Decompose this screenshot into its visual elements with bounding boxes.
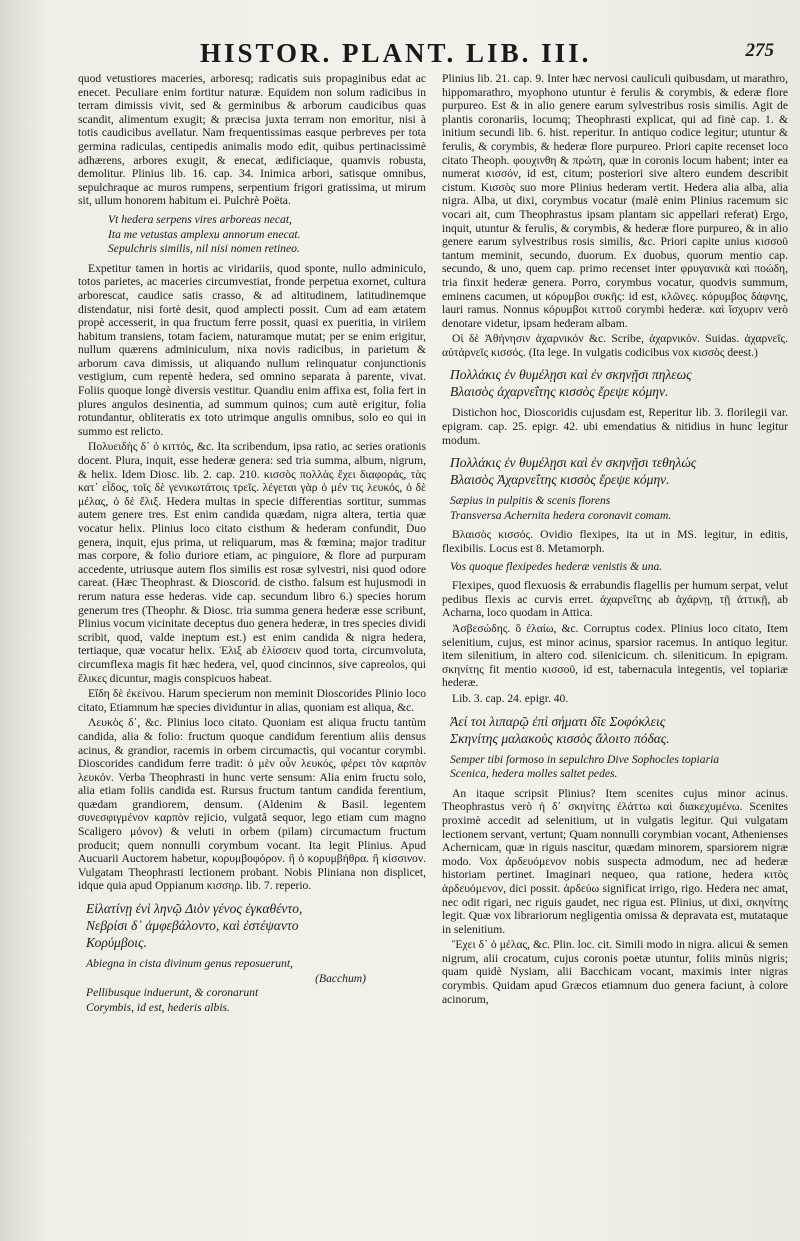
poem-quote <box>108 213 426 256</box>
greek-verse <box>450 366 788 400</box>
page-number: 275 <box>745 40 774 61</box>
verse-line: Vos quoque flexipedes hederæ venistis & una. <box>450 559 663 573</box>
paragraph: Ἀσβεσώδης. ὃ ἐλαίω, &c. Corruptus codex. Plinius loco citato, Item selenitium, cujus, est minor acinus, sparsior racemus. In antiquo legitur. item silenitium, in altero cod. silenicicum. ch. sileniticum. In epigram. σκηνίτης fit mentio κισσοῦ, id est, tabernacula integentis, vel topiariæ hederæ. <box>442 622 788 690</box>
verse-line: Semper tibi formoso in sepulchro Dive Sophocles topiaria <box>450 752 720 766</box>
verse-line: Ἀεί τοι λιπαρῷ ἐπὶ σήματι δῖε Σοφόκλεις <box>450 713 666 729</box>
latin-verse <box>450 753 788 781</box>
paragraph: Expetitur tamen in hortis ac viridariis, quod sponte, nullo adminiculo, totos parietes, ac maceries circumvestiat, fronde perpetua exornet, cultura arborescat, caudice satis crasso, & ad altitudinem, latitudinemque distendatur, nisi fortè desit, quod amplecti possit. Cum ad eam ætatem propè accesserit, in qua fructum ferre possit, quasi ex pueritia, in virilem habitum transiens, totam faciem, naturamque mutat; per se enim erigitur, nullum quærens adminiculum, nixa novis radicibus, in parietum & arborum cava dimissis, ut aliquando nullum relinquatur conjunctionis vestigium, cum repentè hedera, sed omnino separata à parente, vivat. Foliis quoque longè diversis vestitur. Quandiu enim affixa est, folia fert in plures angulos desinentia, ad summum quinos; cum autè erigitur, folia rotundantur, obliteratis ex toto utrimque angulis omnibus, solo eo qui in summo est relicto. <box>78 261 426 438</box>
paragraph: Flexipes, quod flexuosis & errabundis flagellis per humum serpat, velut pedibus flexis ac curvis erret. ἀχαρνεΐτης ab ἀχάρνῃ, τῇ ἀττικῇ, ab Acharna, loco quodam in Attica. <box>442 579 788 620</box>
running-head: HISTOR. PLANT. LIB. III. <box>200 38 592 68</box>
verse-line: Κορύμβοις. <box>86 935 147 951</box>
verse-line: Transversa Achernita hedera coronavit comam. <box>450 508 672 522</box>
right-column <box>442 72 788 1232</box>
verse-line: (Bacchum) <box>315 971 366 985</box>
paragraph: Lib. 3. cap. 24. epigr. 40. <box>452 691 569 705</box>
verse-line: Corymbis, id est, hederis albis. <box>86 1000 230 1014</box>
verse-line: Abiegna in cista divinum genus reposuerunt, <box>86 957 293 971</box>
verse-line: Νεβρίσι δ᾽ ἀμφεβάλοντο, καὶ ἐστέψαντο <box>86 918 299 934</box>
paragraph: Οἱ δὲ Ἀθήνησιν ἀχαρνικόν &c. Scribe, ἀχαρνικόν. Suidas. ἀχαρνεῖς. αὐτάρνεῖς κισσός. (Ita lege. In vulgatis codicibus vox κισσὸς deest.) <box>442 332 788 359</box>
verse-line: Σκηνίτης μαλακοὺς κισσὸς ἄλοιτο πόδας. <box>450 730 670 746</box>
paragraph: An itaque scripsit Plinius? Item scenites cujus minor acinus. Theophrastus verò ἡ δ᾽ σκηνίτης ἐλάττω καὶ διακεχυμένω. Scenites proximè accedit ad selenitium, ut in vulgatis legitur. Qui vulgatam lectionem servant, vertunt; Quam nonnulli corymbian vocant, Athenienses Achernicam, quæ in riguis nascitur, quædam minorem, sparsiorem nigræ modo. Vox ἀρδευόμενον nobis suspecta admodum, nec ad hederæ historiam pertinet. Imaginari nequeo, qua ratione, hedera κιτὸς ἀρδευόμενον, dici possit. ἀρδεύω significat irrigo, rigo. Hedera nec amat, nec odit rigari, nec riguis gaudet, nec rigua est. Plinius, ut dixi, σκηνίτης legit. Quæ vox librariorum negligentia omissa & depravata est, mutataque in selenitium. <box>442 786 788 936</box>
verse-line: Πολλάκις ἐν θυμέλῃσι καὶ ἐν σκηνῇσι τεθηλώς <box>450 455 697 471</box>
verse-line: Sepulchris similis, nil nisi nomen retineo. <box>108 242 300 256</box>
paragraph: Plinius lib. 21. cap. 9. Inter hæc nervosi cauliculi quibusdam, ut marathro, hippomarathro, myophono utuntur è ferulis & corymbis, & ederæ flore purpureo. Est & in alio genere earum sylvestribus rosis similis. Agit de plantis coronariis, locumq; Theophrasti explicat, qui ad finè cap. 1. & initium secundi lib. 6. hist. reperitur. In antiquo codice legitur; utuntur & ferulis, & corymbis, & hederæ flore purpureo. Priori capite recenset loco citato Theoph. φουχινθη & πρώτη, quæ in coronis locum habent; inter ea numerat κισσόν, id est, citum; posteriori sive altero eundem describit cistum. Κισσὸς suo more Plinius hederam vertit. Hedera alia alba, alia nigra. Alba, ut dixi, corymbus vocatur (malè enim Plinius racemum sic vocari ait, cum Theophrastus ipsam plantam sic appellari referat) Ergo, inquit, utuntur & ferulis, & corymbis, & hederæ flore purpureo, & in alio genere earum sylvestribus rosis similis, &c. Priori capite unius κισσοῦ tantum meminit, secundo, duorum. Ex duobus, quorum mentio cap. secundo, & uno, quem cap. primo recenset inter φρυγανικὰ καὶ ποώδη, tria finxit hederæ genera. Porro, corymbus vocatur, quodvis summum, eminens cacumen, ut κόρυμβοι συκῆς: id est, κλῶνες. κόρυμβος δάφνης, lauri ramus. Nonnus κόρυμβοι κιττοῦ corymbi hederæ. καὶ ἴσχυριν verò denotare videtur, ipsam hederam albam. <box>442 72 788 330</box>
paragraph: Βλαισὸς κισσός. Ovidio flexipes, ita ut in MS. legitur, in editis, flexibilis. Locus est 8. Metamorph. <box>442 528 788 556</box>
paragraph: Εἴδη δὲ ἐκείνου. Harum specierum non meminit Dioscorides Plinio loco citato, Etiamnum hæ species dividuntur in alias, quoniam est aliqua, &c. <box>78 687 426 714</box>
verse-line: Scenica, hedera molles saltet pedes. <box>450 767 618 781</box>
verse-line: Ita me vetustas amplexu annorum enecat. <box>108 227 301 241</box>
paragraph: Ἔχει δ᾽ ὁ μέλας, &c. Plin. loc. cit. Simili modo in nigra. alicui & semen nigrum, alii crocatum, cujus coronis poetæ utuntur, foliis minùs nigris; quam quidè Nysiam, alii Bacchicam vocant, maximis inter nigras corymbis. Quidam apud Græcos etiamnum duo genera faciunt, à colore acinorum, <box>442 938 788 1006</box>
paragraph: Λευκὸς δ᾽, &c. Plinius loco citato. Quoniam est aliqua fructu tantùm candida, alia & folio: fructum quoque candidum ferentium aliis densus acinus, & grandior, racemis in orbem circumactis, qui vocantur corymbi. Dioscorides candidum ferre tradit: ὁ μὲν οὖν λευκός, φέρει τὸν καρπὸν λευκόν. Verba Theophrasti in hunc verte sensum: Alia enim fructu solo, alia etiam foliis candida est. Rursus fructum tantum candida ferentium, quædam grandiorem, densum. (Aldenim & Basil. legentem συνεσφιγμένον καρπὸν rejicio, vulgatâ sequor, lego etiam cum magno Scaligero μόνον) & veluti in orbem (pilam) circumactum fructum producit; quem nonnulli corymbum vocant. Ita legit Plinius. Apud Aucuarii Auctorem habetur, κορυμβοφόρον. ἢ ὁ κορυμβήθρα. ἢ κίσσινον. Vulgatam Theophrasti lectionem probant. Nobis Pliniana non displicet, idque quia apud Oppianum κισσηρ. lib. 7. reperio. <box>78 716 426 893</box>
left-column <box>78 72 426 1232</box>
paragraph: Πολυειδὴς δ᾽ ὁ κιττός, &c. Ita scribendum, ipsa ratio, ac series orationis docent. Plura, inquit, esse hederæ genera: sed tria summa, album, nigrum, & helix. Idem Diosc. lib. 2. cap. 210. κισσὸς πολλὰς ἔχει διαφοράς, τὰς κατ᾽ εἶδος, τοῖς δὲ γενικωτάτοις τρεῖς. λέγεται γὰρ ὁ μέν τις λευκός, ὁ δὲ μέλας, ὁ δὲ ἕλιξ. Hedera multas in specie differentias sortitur, summas autem genere tres. Est enim candida quædam, nigra altera, tertia quæ vocatur helix. Plinius loco citato cisthum & hederam confundit, Duo genera, inquit, ejus prima, ut reliquarum, mas & fœmina; major traditur mas corpore, & folio duriore etiam, ac pinguiore, & flore ad purpuram accedente, utriusque autem flos similis est rosæ sylvestri, nisi quod odore careat. (Hæc Theophrast. & Dioscorid. de cistho. falsum est hujusmodi in rerum natura esse hederas. vide cap. secundum libro 6.) species horum generum tres (Theophr. & Diosc. tria summa genera hederæ esse scribunt, Plinius vocum vicinitate deceptus duo genera hederæ, in tres species dividi scribit, quod, valde ineptum est.) est enim candida & nigra hedera, tertiaque, quæ vocatur helix. Ἑλιξ ab ἑλίσσειν quod torta, circumvoluta, circumflexa magis fit hæc hedera, vel, quod cincinnos, sive capreolos, qui ἕλικες dicuntur, magis conspicuos habeat. <box>78 440 426 685</box>
greek-verse <box>86 900 426 951</box>
verse-line: Πολλάκις ἐν θυμέλῃσι καὶ ἐν σκηνῇσι πηλεως <box>450 367 692 383</box>
paragraph: quod vetustiores maceries, arboresq; radicatis suis propaginibus edat ac enecet. Peculiare enim fortitur naturæ. Equidem non solum radicibus in terram dimissis vivit, sed & germinibus & arborum caudicibus quas scandit, alimentum exugit; & præcisa juxta terram non emoritur, nisi à totis caudicibus avellatur. Nam frequentissimas easque perbreves per tota germina radiculas, centipedis animalis modo edit, quibus pertinacissimè adhærens, arbores exugit, & enecat, ædificiaque, quamvis robusta, demolitur. Plinius lib. 16. cap. 34. Inimica arbori, satisque omnibus, sepulchraque ac muros rumpens, serpentium frigori gratissima, ut mirum sit, ullum honorem habitum ei. Pulchrè Poëta. <box>78 72 426 208</box>
greek-verse <box>450 713 788 747</box>
latin-verse <box>450 494 788 522</box>
verse-line: Βλαισὸς ἀχαρνεΐτης κισσὸς ἔρεψε κόμην. <box>450 384 669 400</box>
verse-line: Vt hedera serpens vires arboreas necat, <box>108 212 292 226</box>
paragraph: Distichon hoc, Dioscoridis cujusdam est, Reperitur lib. 3. florilegii var. epigram. cap. 25. epigr. 42. ubi emendatius & nitidius in hunc legitur modum. <box>442 406 788 447</box>
greek-verse <box>450 454 788 488</box>
verse-line: Εἰλατίνῃ ἐνὶ ληνῷ Διὸν γένος ἐγκαθέντο, <box>86 901 303 917</box>
verse-line: Sæpius in pulpitis & scenis florens <box>450 494 611 508</box>
latin-verse <box>450 560 788 574</box>
latin-verse <box>86 957 426 1014</box>
page-header <box>0 38 800 74</box>
verse-line: Βλαισὸς Ἀχαρνεΐτης κισσὸς ἔρεψε κόμην. <box>450 472 670 488</box>
verse-line: Pellibusque induerunt, & coronarunt <box>86 986 259 1000</box>
